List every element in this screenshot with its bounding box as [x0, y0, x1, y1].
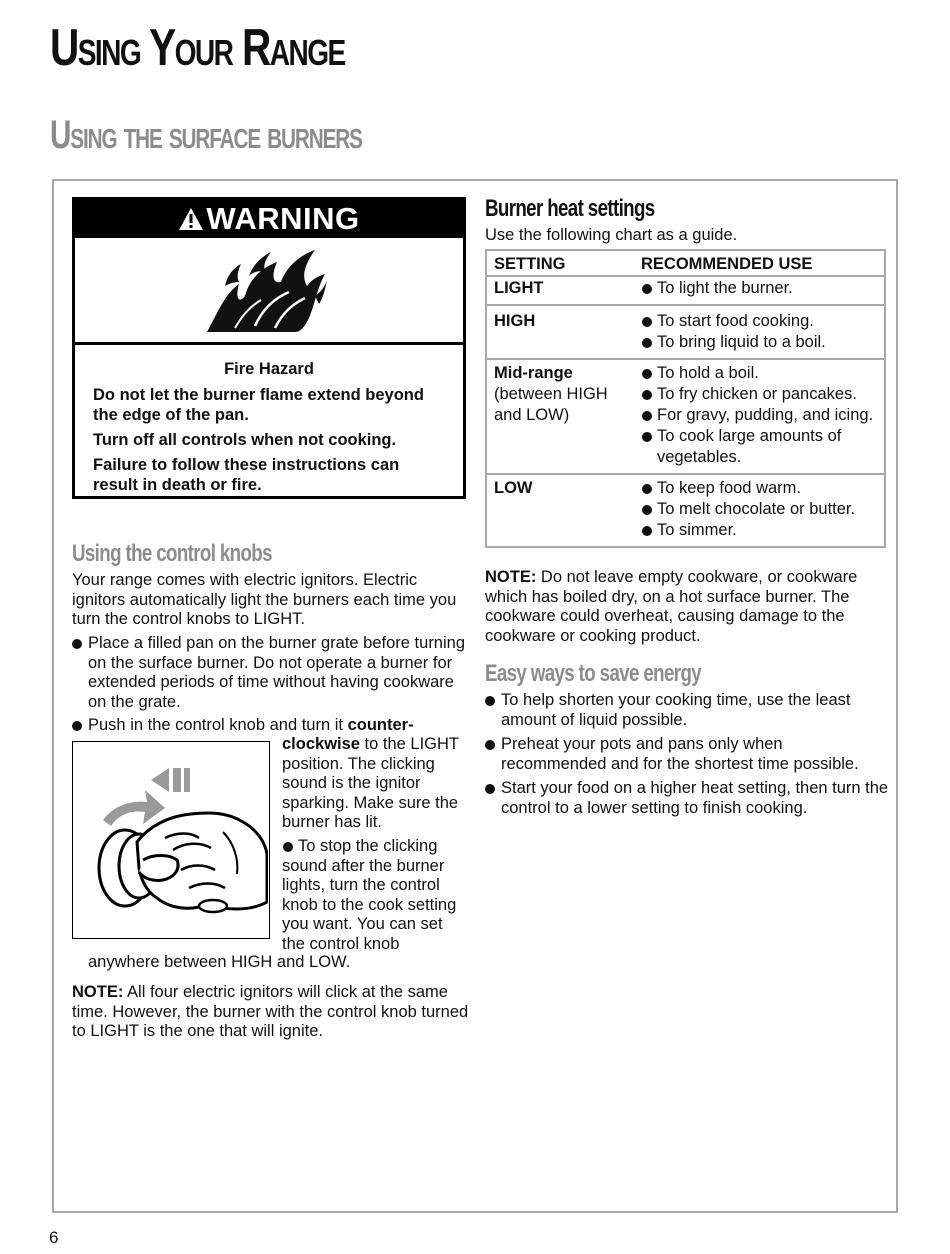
warning-line: Turn off all controls when not cooking. [93, 431, 397, 449]
note-label: NOTE: [485, 568, 537, 586]
use-item: To bring liquid to a boil. [641, 332, 884, 353]
use-item: For gravy, pudding, and icing. [641, 405, 884, 426]
setting-detail: (between HIGH and LOW) [494, 385, 608, 424]
setting-cell [487, 277, 635, 304]
heat-settings-heading: Burner heat settings [485, 195, 655, 222]
section-title: Using the surface burners [50, 113, 362, 157]
setting-name: HIGH [494, 312, 536, 330]
use-cell [635, 277, 884, 304]
list-item [282, 837, 466, 954]
page-title: Using Your Range [50, 19, 345, 77]
use-item: To simmer. [641, 520, 884, 541]
alert-triangle-icon [178, 202, 204, 226]
use-item: To light the burner. [641, 278, 884, 299]
table-header-row [487, 251, 884, 275]
bullet-text: To help shorten your cooking time, use the least amount of liquid possible. [501, 691, 851, 729]
setting-cell [487, 360, 635, 473]
bullet-text: to the LIGHT position. The clicking sound is the ignitor sparking. Make sure the burner has lit. [282, 735, 459, 831]
setting-name: LOW [494, 479, 533, 497]
use-item: To cook large amounts of vegetables. [641, 426, 884, 468]
page-number: 6 [49, 1228, 59, 1247]
warning-text [75, 345, 463, 495]
hazard-title: Fire Hazard [224, 360, 314, 378]
setting-name: Mid-range [494, 364, 573, 382]
bullet-text: Push in the control knob and turn it [88, 716, 348, 734]
bullet-continuation [282, 735, 466, 833]
warning-label: WARNING [206, 201, 360, 236]
list-item [72, 634, 466, 712]
heat-settings-note [485, 568, 890, 646]
control-knobs-intro: Your range comes with electric ignitors. Electric ignitors automatically light the burners each time you turn the control knobs to LIGHT. [72, 571, 457, 628]
table-row [487, 304, 884, 358]
list-item [485, 691, 890, 730]
warning-header [75, 200, 463, 238]
note-label: NOTE: [72, 983, 124, 1001]
bullet-bold-text: counter- [347, 716, 414, 734]
list-item [485, 735, 890, 774]
warning-box [72, 197, 466, 499]
use-cell [635, 306, 884, 358]
heat-settings-table [485, 249, 886, 548]
warning-line: Failure to follow these instructions can result in death or fire. [93, 456, 400, 494]
warning-line: Do not let the burner flame extend beyond the edge of the pan. [93, 386, 424, 424]
fire-hazard-icon [205, 246, 329, 334]
bullet-text: To stop the clicking sound after the burner lights, turn the control knob to the cook setting you want. You can set the control knob [282, 837, 457, 953]
bullet-text: Start your food on a higher heat setting, then turn the control to a lower setting to finish cooking. [501, 779, 889, 817]
setting-cell [487, 475, 635, 546]
use-item: To start food cooking. [641, 311, 884, 332]
use-item: To keep food warm. [641, 478, 884, 499]
setting-cell [487, 306, 635, 358]
list-item [485, 779, 890, 818]
table-row [487, 275, 884, 304]
table-header-cell: SETTING [494, 255, 566, 273]
use-item: To melt chocolate or butter. [641, 499, 884, 520]
table-row [487, 473, 884, 546]
note-text: All four electric ignitors will click at the same time. However, the burner with the control knob turned to LIGHT is the one that will ignite. [72, 983, 469, 1040]
bullet-text: Preheat your pots and pans only when recommended and for the shortest time possible. [501, 735, 859, 773]
setting-name: LIGHT [494, 279, 544, 297]
bullet-continuation: anywhere between HIGH and LOW. [88, 953, 351, 971]
list-item [72, 716, 466, 736]
bullet-bold-text: clockwise [282, 735, 360, 753]
table-header-cell: RECOMMENDED USE [641, 255, 813, 273]
use-item: To fry chicken or pancakes. [641, 384, 884, 405]
table-row [487, 358, 884, 473]
use-cell [635, 360, 884, 473]
control-knobs-heading: Using the control knobs [72, 540, 272, 567]
control-knobs-note [72, 983, 472, 1042]
flame-area [75, 238, 463, 345]
heat-settings-intro: Use the following chart as a guide. [485, 226, 738, 244]
energy-heading: Easy ways to save energy [485, 660, 702, 687]
use-cell [635, 475, 884, 546]
bullet-text: Place a filled pan on the burner grate before turning on the surface burner. Do not operate a burner for extended periods of time without having cookware on the grate. [88, 634, 466, 711]
hand-turning-knob-illustration [72, 741, 270, 939]
note-text: Do not leave empty cookware, or cookware which has boiled dry, on a hot surface burner. The cookware could overheat, causing damage to the cookware or cooking product. [485, 568, 858, 645]
use-item: To hold a boil. [641, 363, 884, 384]
